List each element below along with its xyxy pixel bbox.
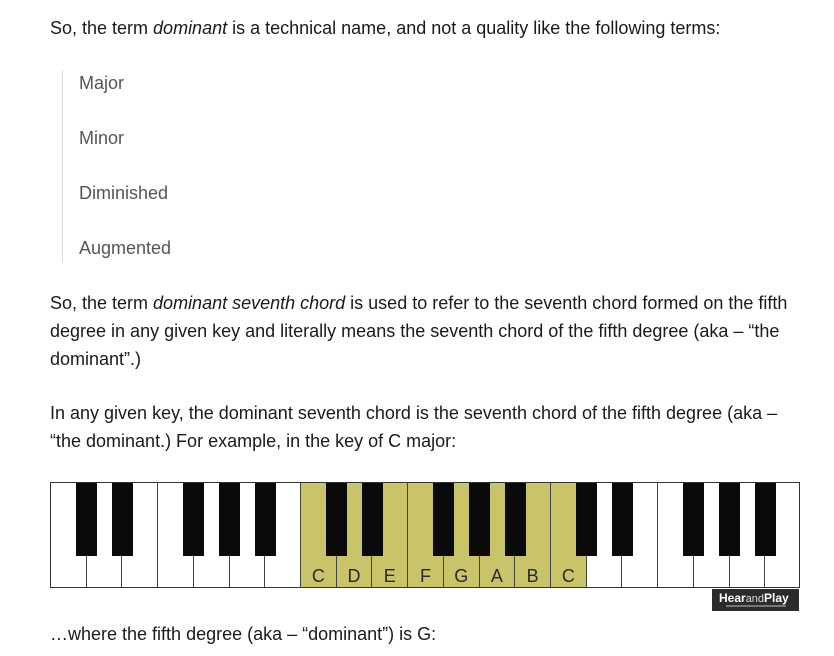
black-key bbox=[719, 483, 740, 556]
dominant-seventh-paragraph: So, the term dominant seventh chord is used to refer to the seventh chord formed on the fifth degree in any given key and literally means the seventh chord of the fifth degree (aka – “the dominant”.) bbox=[50, 293, 788, 369]
hearandplay-logo: HearandPlay bbox=[712, 589, 799, 611]
key-note-label: C bbox=[561, 566, 575, 586]
chord-quality-blockquote bbox=[62, 70, 378, 262]
quality-minor: Minor bbox=[79, 128, 125, 148]
key-note-label: A bbox=[490, 566, 503, 586]
quality-augmented: Augmented bbox=[79, 238, 172, 258]
key-note-label: C bbox=[311, 566, 325, 586]
black-key bbox=[183, 483, 204, 556]
black-key bbox=[112, 483, 133, 556]
black-key bbox=[433, 483, 454, 556]
quality-diminished: Diminished bbox=[79, 183, 169, 203]
example-paragraph: In any given key, the dominant seventh chord is the seventh chord of the fifth degree (aka – “the dominant.) For example, in the key of C major: bbox=[50, 403, 778, 451]
quality-major: Major bbox=[79, 73, 125, 93]
key-note-label: F bbox=[419, 566, 431, 586]
black-key bbox=[505, 483, 526, 556]
black-key bbox=[219, 483, 240, 556]
intro-paragraph: So, the term dominant is a technical name, and not a quality like the following terms: bbox=[50, 18, 721, 38]
key-note-label: G bbox=[454, 566, 469, 586]
black-key bbox=[576, 483, 597, 556]
key-note-label: E bbox=[383, 566, 396, 586]
black-key bbox=[362, 483, 383, 556]
term-dominant: dominant bbox=[153, 18, 228, 38]
black-key bbox=[76, 483, 97, 556]
black-key bbox=[683, 483, 704, 556]
black-key bbox=[755, 483, 776, 556]
black-key bbox=[612, 483, 633, 556]
black-key bbox=[326, 483, 347, 556]
piano-keyboard-diagram bbox=[50, 482, 800, 588]
fifth-degree-paragraph: …where the fifth degree (aka – “dominant”) is G: bbox=[50, 624, 437, 644]
term-dominant-seventh-chord: dominant seventh chord bbox=[153, 293, 346, 313]
black-key bbox=[255, 483, 276, 556]
key-note-label: B bbox=[526, 566, 539, 586]
black-key bbox=[469, 483, 490, 556]
key-note-label: D bbox=[347, 566, 361, 586]
